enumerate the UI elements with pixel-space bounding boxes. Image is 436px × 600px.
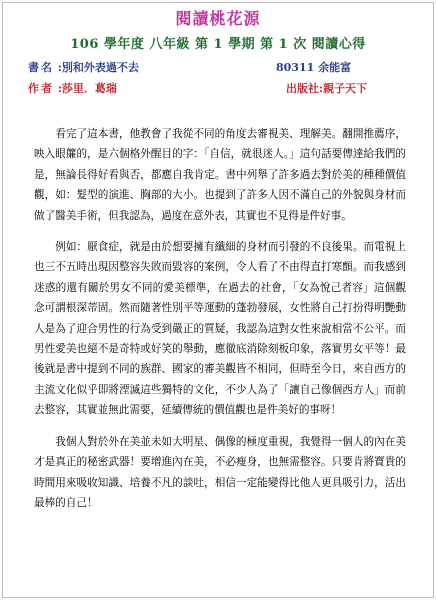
essay-paragraph-3: 我個人對於外在美並未如大明星、偶像的極度重視，我覺得一個人的內在美才是真正的秘密武器！要增進內在美，不必瘦身，也無需整容。只要肯將寶貴的時間用來吸收知識、培養不凡的談吐，相信一定能變得比他人更具吸引力，活出最棒的自己！ xyxy=(34,435,406,509)
essay-paragraph-2: 例如：厭食症，就是由於想要擁有纖細的身材而引發的不良後果。而電視上也三不五時出現因整容失敗而毀容的案例，令人看了不由得直打寒顫。而我感到迷惑的還有關於男女不同的愛美標準，在過去的社會，「女為悅己者容」這個觀念可謂根深蒂固。然而隨著性別平等運動的蓬勃發展，女性將自己打扮得明艷動人是為了迎合男性的行為受到嚴正的質疑，我認為這對女性來說相當不公平。而男性愛美也絕不是奇特或好笑的舉動，應徹底消除刻板印象，落實男女平等！最後就是書中提到不同的族群、國家的審美觀皆不相同，但時至今日，來自西方的主流文化似乎即將湮滅這些獨特的文化，不少人為了「讓自己像個西方人」而前去整容，其實並無此需要，延續傳統的價值觀也是件美好的事呀！ xyxy=(34,241,406,417)
essay-body xyxy=(34,124,406,524)
author-row xyxy=(28,80,117,96)
publisher-value: :親子天下 xyxy=(319,82,368,95)
page-title: 閱讀桃花源 xyxy=(175,9,261,28)
essay-paragraph-1: 看完了這本書，他教會了我從不同的角度去審視美、理解美。翻開推薦序，映入眼簾的，是六個格外醒目的字：「自信，就很迷人。」這句話要傳達給我們的是，無論長得好看與否，都應自我肯定。書中列舉了許多過去對於美的種種價值觀，如：髮型的演進、胸部的大小。也提到了許多人因不滿自己的外貌與身材而做了醫美手術，但我認為，過度在意外表，其實也不見得是件好事。 xyxy=(34,128,406,222)
publisher-row xyxy=(286,80,367,96)
page-subtitle: 106 學年度 八年級 第 1 學期 第 1 次 閱讀心得 xyxy=(70,37,366,52)
book-title-row xyxy=(28,59,139,75)
class-student: 80311 余能富 xyxy=(276,61,352,74)
book-value: :別和外表過不去 xyxy=(57,61,139,74)
book-label: 書名 xyxy=(28,61,54,74)
publisher-label: 出版社 xyxy=(286,82,319,95)
author-value: :莎里．葛瑞 xyxy=(57,82,117,95)
author-label: 作者 xyxy=(28,82,54,95)
